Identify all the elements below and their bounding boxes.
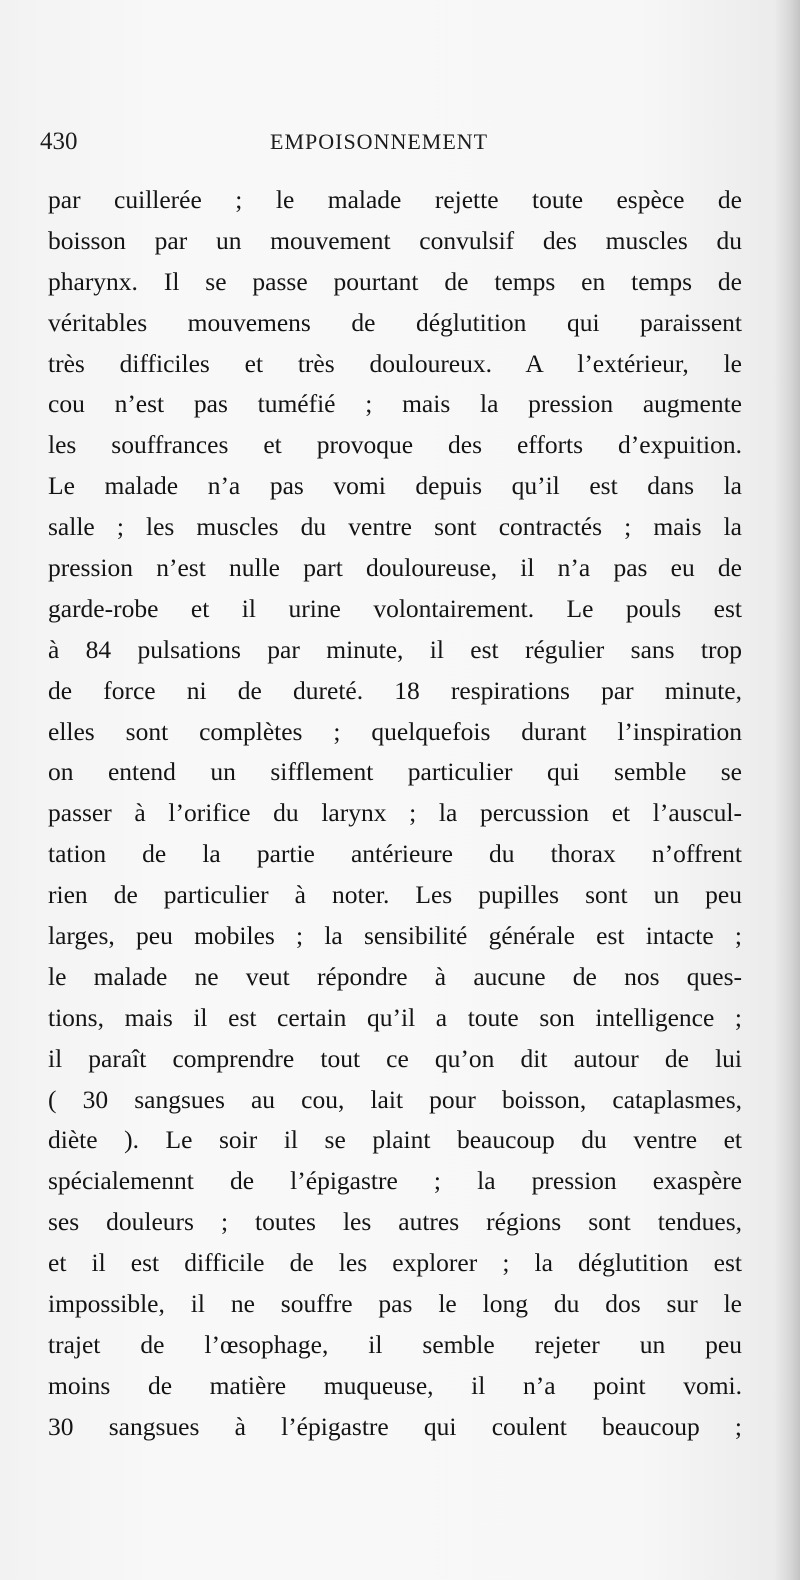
- text-line: cou n’est pas tuméfié ; mais la pression augmente: [48, 389, 742, 419]
- text-line: impossible, il ne souffre pas le long du dos sur le: [48, 1289, 742, 1319]
- text-line: les souffrances et provoque des efforts d’expuition.: [48, 430, 742, 460]
- text-line: diète ). Le soir il se plaint beaucoup du ventre et: [48, 1125, 742, 1155]
- text-line: ( 30 sangsues au cou, lait pour boisson, cataplasmes,: [48, 1084, 742, 1114]
- text-line: pression n’est nulle part douloureuse, il n’a pas eu de: [48, 553, 742, 583]
- text-line: et il est difficile de les explorer ; la déglutition est: [48, 1248, 742, 1278]
- gutter-shadow: [774, 0, 800, 1580]
- text-line: garde-robe et il urine volontairement. Le pouls est: [48, 593, 742, 623]
- text-line: rien de particulier à noter. Les pupilles sont un peu: [48, 880, 742, 910]
- text-line: moins de matière muqueuse, il n’a point vomi.: [48, 1370, 742, 1400]
- text-line: 30 sangsues à l’épigastre qui coulent beaucoup ;: [48, 1411, 742, 1441]
- text-line: très difficiles et très douloureux. A l’extérieur, le: [48, 348, 742, 378]
- running-head: EMPOISONNEMENT: [270, 129, 489, 154]
- text-line: spécialemennt de l’épigastre ; la pression exaspère: [48, 1166, 742, 1196]
- text-line: tation de la partie antérieure du thorax n’offrent: [48, 839, 742, 869]
- text-line: ses douleurs ; toutes les autres régions sont tendues,: [48, 1207, 742, 1237]
- text-line: Le malade n’a pas vomi depuis qu’il est dans la: [48, 471, 742, 501]
- text-line: à 84 pulsations par minute, il est régulier sans trop: [48, 634, 742, 664]
- page-header: [40, 128, 740, 162]
- text-line: tions, mais il est certain qu’il a toute son intelligence ;: [48, 1002, 742, 1032]
- text-line: par cuillerée ; le malade rejette toute espèce de: [48, 185, 742, 214]
- text-line: pharynx. Il se passe pourtant de temps en temps de: [48, 266, 742, 296]
- text-line: elles sont complètes ; quelquefois durant l’inspiration: [48, 716, 742, 746]
- text-line: le malade ne veut répondre à aucune de nos ques-: [48, 961, 742, 991]
- text-line: véritables mouvemens de déglutition qui paraissent: [48, 307, 742, 337]
- text-line: boisson par un mouvement convulsif des muscles du: [48, 225, 742, 255]
- text-line: il paraît comprendre tout ce qu’on dit autour de lui: [48, 1043, 742, 1073]
- text-line: larges, peu mobiles ; la sensibilité générale est intacte ;: [48, 921, 742, 951]
- text-line: trajet de l’œsophage, il semble rejeter un peu: [48, 1329, 742, 1359]
- text-line: de force ni de dureté. 18 respirations par minute,: [48, 675, 742, 705]
- text-line: passer à l’orifice du larynx ; la percussion et l’auscul-: [48, 798, 742, 828]
- text-line: salle ; les muscles du ventre sont contractés ; mais la: [48, 512, 742, 542]
- text-line: on entend un sifflement particulier qui semble se: [48, 757, 742, 787]
- page-number: 430: [40, 128, 78, 155]
- body-text: [48, 180, 742, 1448]
